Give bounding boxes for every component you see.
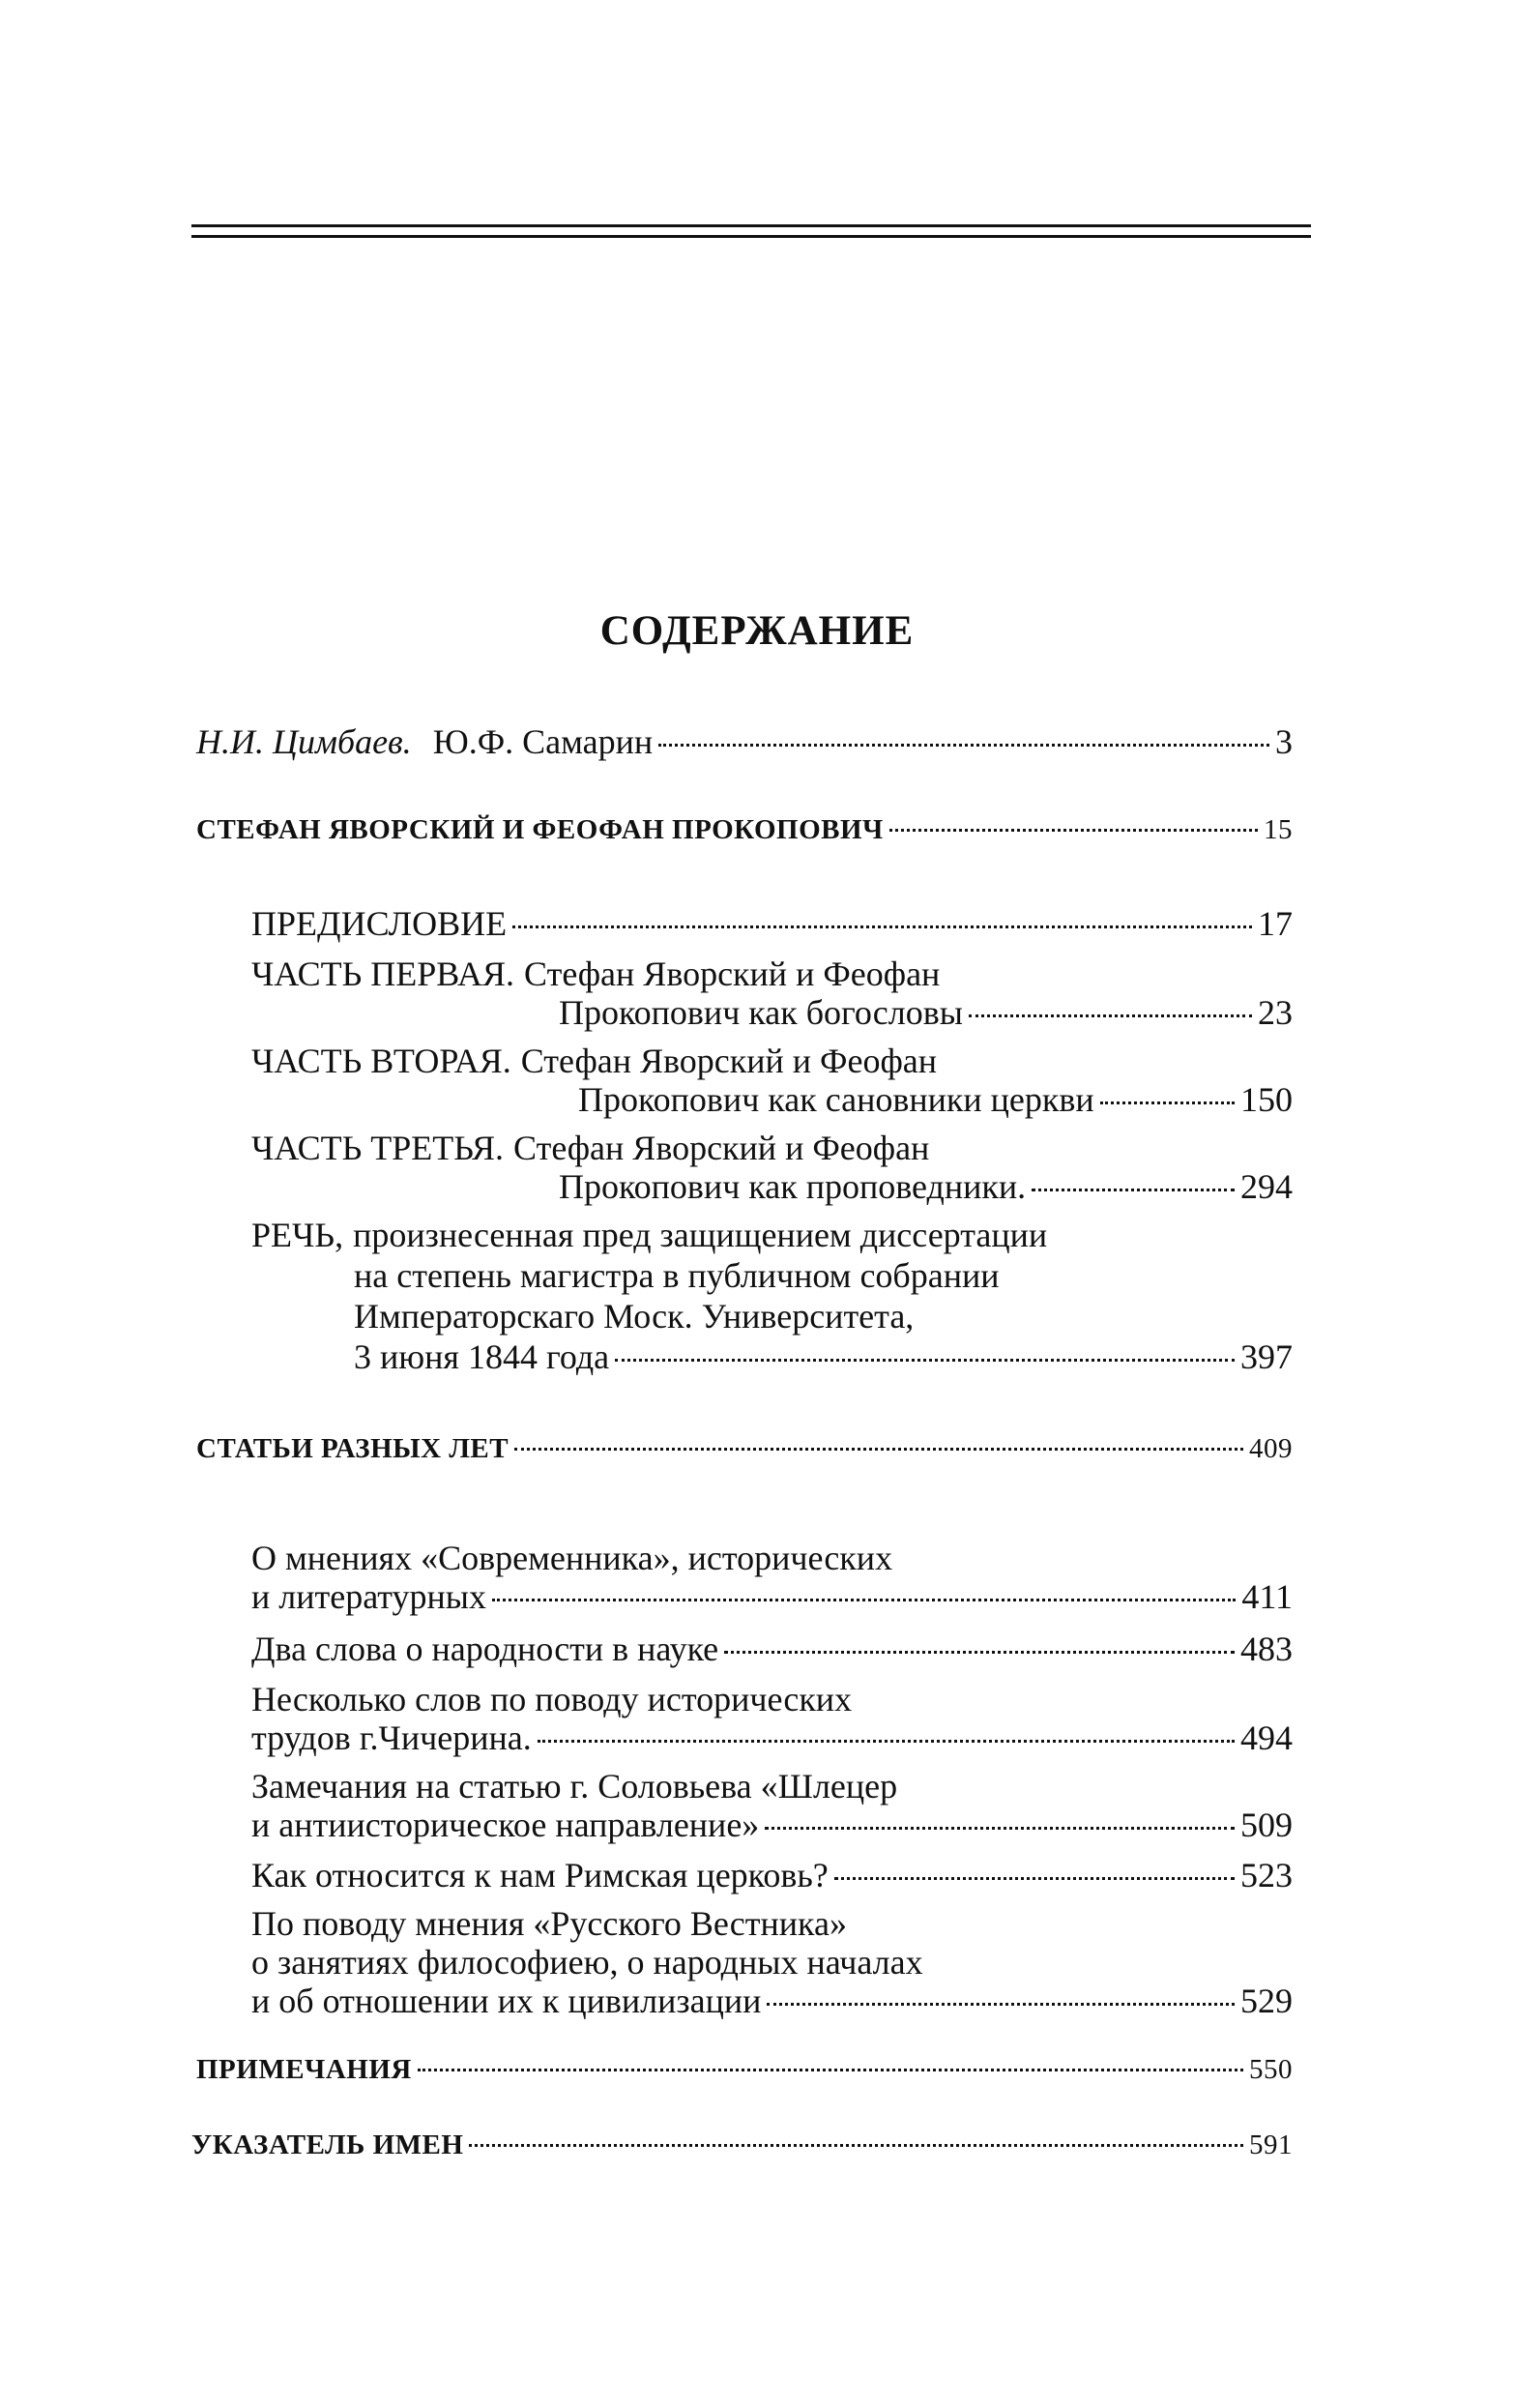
entry-title: ПРЕДИСЛОВИЕ: [251, 904, 508, 943]
entry-title-line3: Императорскаго Моск. Университета,: [354, 1297, 915, 1336]
toc-entry-a5[interactable]: [251, 1855, 1293, 1895]
entry-title-line1: Стефан Яворский и Феофан: [513, 1129, 930, 1167]
section-title: УКАЗАТЕЛЬ ИМЕН: [191, 2129, 464, 2160]
dot-leader: [1100, 1101, 1235, 1104]
entry-title-line1: Замечания на статью г. Соловьева «Шлецер: [251, 1767, 898, 1806]
dot-leader: [512, 925, 1252, 928]
entry-title-line2: Прокопович как богословы: [559, 993, 963, 1032]
page-number: 150: [1240, 1080, 1293, 1119]
toc-entry-ch3[interactable]: [559, 1166, 1293, 1207]
toc-entry-a4[interactable]: [251, 1805, 1293, 1845]
toc-entry-a6-line1[interactable]: [251, 1903, 847, 1944]
page-number: 409: [1249, 1433, 1293, 1464]
page-number: 494: [1240, 1718, 1293, 1757]
entry-label: РЕЧЬ,: [251, 1216, 344, 1254]
entry-title-line2: Прокопович как проповедники.: [559, 1167, 1027, 1206]
section-title: СТАТЬИ РАЗНЫХ ЛЕТ: [196, 1433, 510, 1464]
page-number: 17: [1258, 904, 1293, 943]
dot-leader: [538, 1740, 1235, 1743]
toc-entry-ch2[interactable]: [578, 1079, 1293, 1120]
toc-entry-speech-line2: [354, 1255, 1000, 1296]
dot-leader: [418, 2069, 1243, 2071]
entry-title-line1: Стефан Яворский и Феофан: [524, 954, 941, 993]
entry-author: Н.И. Цимбаев.: [196, 722, 412, 761]
page-number: 509: [1240, 1806, 1293, 1844]
entry-title-line1: Несколько слов по поводу исторических: [251, 1680, 853, 1718]
top-rule-double: [191, 235, 1311, 238]
entry-title: Как относится к нам Римская церковь?: [251, 1856, 829, 1894]
toc-entry-speech-line3: [354, 1296, 914, 1336]
dot-leader: [724, 1651, 1235, 1654]
toc-entry-a1[interactable]: [251, 1576, 1293, 1617]
dot-leader: [492, 1599, 1236, 1601]
page-number: 15: [1264, 814, 1293, 845]
entry-title: Два слова о народности в науке: [251, 1630, 719, 1668]
entry-title-line2: на степень магистра в публичном собрании: [354, 1256, 1000, 1295]
page-number: 591: [1249, 2129, 1293, 2160]
entry-title: Ю.Ф. Самарин: [432, 722, 654, 761]
dot-leader: [1032, 1189, 1235, 1191]
page-number: 483: [1240, 1630, 1293, 1668]
toc-entry-a1-line1[interactable]: [251, 1538, 892, 1578]
entry-label: ЧАСТЬ ПЕРВАЯ.: [251, 954, 515, 993]
section-title: ПРИМЕЧАНИЯ: [196, 2054, 412, 2085]
section-title: СТЕФАН ЯВОРСКИЙ И ФЕОФАН ПРОКОПОВИЧ: [196, 814, 884, 845]
page-number: 523: [1240, 1856, 1293, 1894]
page-number: 529: [1240, 1982, 1293, 2020]
toc-entry-speech[interactable]: [354, 1336, 1293, 1377]
toc-entry-speech-line1[interactable]: [251, 1215, 1047, 1255]
page-title: СОДЕРЖАНИЕ: [599, 608, 915, 654]
entry-title-line2: и антиисторическое направление»: [251, 1806, 760, 1844]
top-rule: [191, 224, 1311, 227]
dot-leader: [765, 1827, 1235, 1830]
toc-entry-preface[interactable]: [251, 903, 1293, 944]
dot-leader: [889, 829, 1258, 832]
toc-entry-ch2-line1[interactable]: [251, 1041, 937, 1081]
entry-title-line4: 3 июня 1844 года: [354, 1337, 610, 1376]
toc-entry-intro[interactable]: [196, 721, 1293, 762]
page-number: 3: [1275, 722, 1293, 761]
toc-entry-a2[interactable]: [251, 1629, 1293, 1669]
page-number: 550: [1249, 2054, 1293, 2085]
toc-entry-part1[interactable]: [196, 814, 1293, 846]
toc-entry-a6-line2: [251, 1942, 923, 1982]
entry-title-line3: и об отношении их к цивилизации: [251, 1982, 762, 2020]
toc-entry-ch3-line1[interactable]: [251, 1128, 929, 1168]
entry-label: ЧАСТЬ ВТОРАЯ.: [251, 1042, 511, 1080]
entry-label: ЧАСТЬ ТРЕТЬЯ.: [251, 1129, 505, 1167]
page-number: 294: [1240, 1167, 1293, 1206]
entry-title-line2: трудов г.Чичерина.: [251, 1718, 532, 1757]
dot-leader: [615, 1359, 1235, 1362]
dot-leader: [767, 2003, 1235, 2006]
entry-title-line2: и литературных: [251, 1577, 486, 1616]
dot-leader: [969, 1014, 1252, 1017]
dot-leader: [834, 1877, 1235, 1880]
entry-title-line2: о занятиях философиею, о народных началах: [251, 1943, 923, 1982]
page-number: 23: [1258, 993, 1293, 1032]
entry-title-line2: Прокопович как сановники церкви: [578, 1080, 1094, 1119]
toc-entry-a3[interactable]: [251, 1718, 1293, 1758]
toc-entry-ch1[interactable]: [559, 992, 1293, 1033]
toc-entry-index[interactable]: [191, 2129, 1293, 2161]
toc-entry-ch1-line1[interactable]: [251, 954, 940, 994]
entry-title-line1: произнесенная пред защищением диссертации: [353, 1216, 1048, 1254]
entry-title-line1: О мнениях «Современника», исторических: [251, 1539, 893, 1577]
page-number: 411: [1241, 1577, 1293, 1616]
dot-leader: [514, 1448, 1243, 1451]
toc-entry-a3-line1[interactable]: [251, 1679, 852, 1719]
toc-entry-part2[interactable]: [196, 1433, 1293, 1465]
entry-title-line1: Стефан Яворский и Феофан: [520, 1042, 938, 1080]
entry-title-line1: По поводу мнения «Русского Вестника»: [251, 1904, 847, 1943]
dot-leader: [658, 744, 1269, 747]
toc-entry-notes[interactable]: [196, 2054, 1293, 2086]
page-number: 397: [1240, 1337, 1293, 1376]
dot-leader: [469, 2144, 1243, 2147]
toc-entry-a6[interactable]: [251, 1981, 1293, 2021]
toc-entry-a4-line1[interactable]: [251, 1766, 897, 1806]
